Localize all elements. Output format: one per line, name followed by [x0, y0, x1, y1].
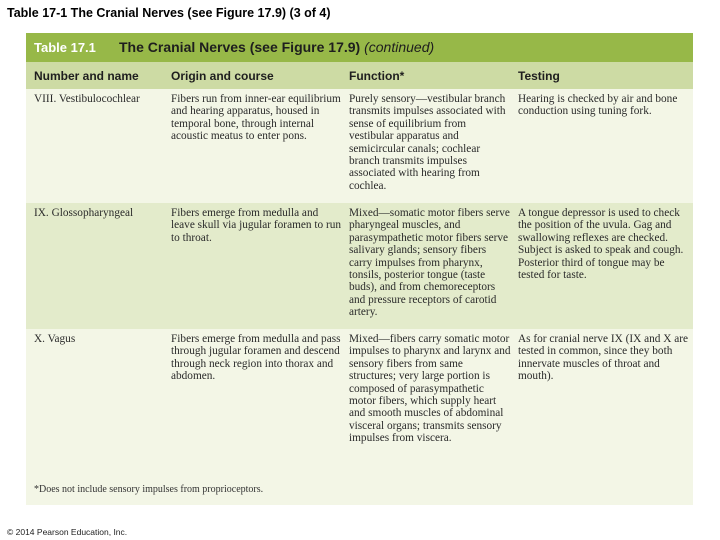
- column-header-origin: Origin and course: [171, 69, 274, 83]
- table-row: [26, 89, 693, 203]
- cell-function: Mixed—fibers carry somatic motor impulses to pharynx and larynx and sensory fibers from same structures; very large portion is composed of parasympathetic motor fibers, which supply heart and smooth muscles of abdominal visceral organs; transmits sensory impulses from viscera.: [349, 333, 511, 445]
- slide-title: Table 17-1 The Cranial Nerves (see Figure 17.9) (3 of 4): [7, 6, 331, 20]
- cell-origin: Fibers emerge from medulla and pass through jugular foramen and descend through neck region into thorax and abdomen.: [171, 333, 341, 383]
- table-footnote: *Does not include sensory impulses from proprioceptors.: [34, 484, 264, 495]
- column-header-number-name: Number and name: [34, 69, 139, 83]
- cell-origin: Fibers emerge from medulla and leave skull via jugular foramen to run to throat.: [171, 207, 342, 244]
- column-header-testing: Testing: [518, 69, 560, 83]
- copyright-notice: © 2014 Pearson Education, Inc.: [7, 527, 128, 537]
- cell-testing: A tongue depressor is used to check the position of the uvula. Gag and swallowing reflexes are checked. Subject is asked to speak and cough. Posterior third of tongue may be tested for taste.: [518, 207, 684, 282]
- table-title: [119, 39, 434, 55]
- column-header-function: Function*: [349, 69, 405, 83]
- cell-origin: Fibers run from inner-ear equilibrium and hearing apparatus, housed in temporal bone, through internal acoustic meatus to enter pons.: [171, 93, 341, 143]
- table-id: Table 17.1: [34, 40, 96, 55]
- cell-function: Mixed—somatic motor fibers serve pharyngeal muscles, and parasympathetic motor fibers serve salivary glands; sensory fibers carry impulses from pharynx, tonsils, posterior tongue (taste buds), and from chemoreceptors and pressure receptors of carotid artery.: [349, 207, 510, 319]
- table-header-bar: [26, 33, 693, 62]
- cell-name: X. Vagus: [34, 333, 76, 345]
- cranial-nerves-table: [26, 33, 693, 505]
- column-header-row: [26, 62, 693, 89]
- cell-testing: As for cranial nerve IX (IX and X are tested in common, since they both innervate muscles of throat and mouth).: [518, 333, 688, 383]
- cell-testing: Hearing is checked by air and bone conduction using tuning fork.: [518, 93, 678, 118]
- table-title-text: The Cranial Nerves (see Figure 17.9): [119, 39, 361, 55]
- cell-name: VIII. Vestibulocochlear: [34, 93, 140, 105]
- table-row: [26, 203, 693, 329]
- cell-name: IX. Glossopharyngeal: [34, 207, 134, 219]
- table-title-suffix: (continued): [364, 39, 435, 55]
- cell-function: Purely sensory—vestibular branch transmits impulses associated with sense of equilibrium from vestibular apparatus and semicircular canals; cochlear branch transmits impulses associated with hearing from cochlea.: [349, 93, 506, 192]
- table-row: [26, 329, 693, 469]
